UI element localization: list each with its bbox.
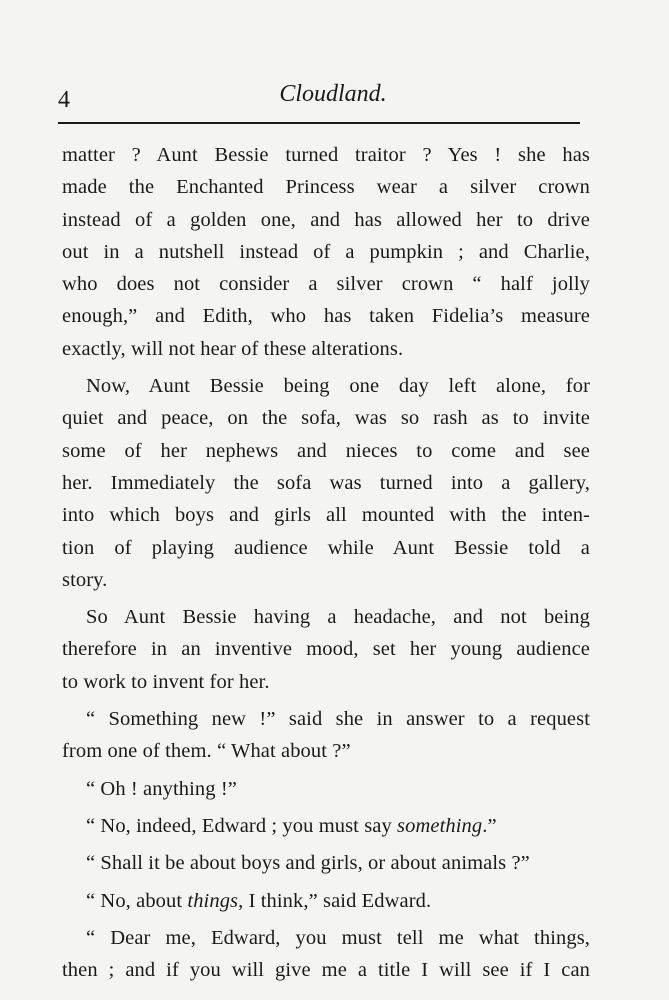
- text-line: tion of playing audience while Aunt Bessie told a: [62, 536, 590, 559]
- text-line: her. Immediately the sofa was turned into a gallery,: [62, 471, 590, 494]
- text-segment: .”: [482, 814, 497, 837]
- emphasized-word: something: [397, 814, 483, 837]
- text-line: quiet and peace, on the sofa, was so rash as to invite: [62, 407, 590, 430]
- text-line: from one of them. “ What about ?”: [62, 740, 351, 763]
- text-line: “ Something new !” said she in answer to a request: [86, 708, 590, 731]
- text-line: then ; and if you will give me a title I will see if I can: [62, 959, 590, 982]
- text-line: exactly, will not hear of these alterations.: [62, 337, 404, 360]
- text-line: to work to invent for her.: [62, 670, 270, 693]
- header-rule: [58, 122, 580, 124]
- page-header: [58, 78, 580, 118]
- emphasized-word: things: [187, 889, 239, 912]
- text-line: made the Enchanted Princess wear a silver crown: [62, 176, 590, 199]
- text-segment: “ No, indeed, Edward ; you must say: [86, 814, 398, 837]
- page-number: 4: [58, 87, 70, 113]
- text-line: matter ? Aunt Bessie turned traitor ? Yes ! she has: [62, 144, 590, 166]
- text-line: some of her nephews and nieces to come and see: [62, 439, 590, 462]
- text-line: out in a nutshell instead of a pumpkin ; and Charlie,: [62, 240, 590, 263]
- text-line: “ Oh ! anything !”: [86, 777, 237, 800]
- text-line: story.: [62, 568, 108, 591]
- text-segment: , I think,” said Edward.: [238, 889, 432, 912]
- body-text: [62, 139, 590, 986]
- text-line: “ Dear me, Edward, you must tell me what things,: [86, 926, 590, 949]
- running-title: Cloudland.: [279, 81, 387, 107]
- text-line: into which boys and girls all mounted with the inten-: [62, 504, 590, 527]
- text-line: “ Shall it be about boys and girls, or about animals ?”: [86, 852, 530, 875]
- text-line: therefore in an inventive mood, set her young audience: [62, 638, 590, 661]
- text-line: enough,” and Edith, who has taken Fidelia’s measure: [62, 305, 590, 328]
- text-line: So Aunt Bessie having a headache, and not being: [86, 606, 590, 629]
- text-line: instead of a golden one, and has allowed her to drive: [62, 208, 590, 231]
- text-line: [62, 810, 590, 842]
- text-segment: “ No, about: [86, 889, 188, 912]
- text-line: who does not consider a silver crown “ half jolly: [62, 273, 590, 296]
- text-line: [62, 885, 590, 917]
- text-line: Now, Aunt Bessie being one day left alone, for: [86, 375, 590, 398]
